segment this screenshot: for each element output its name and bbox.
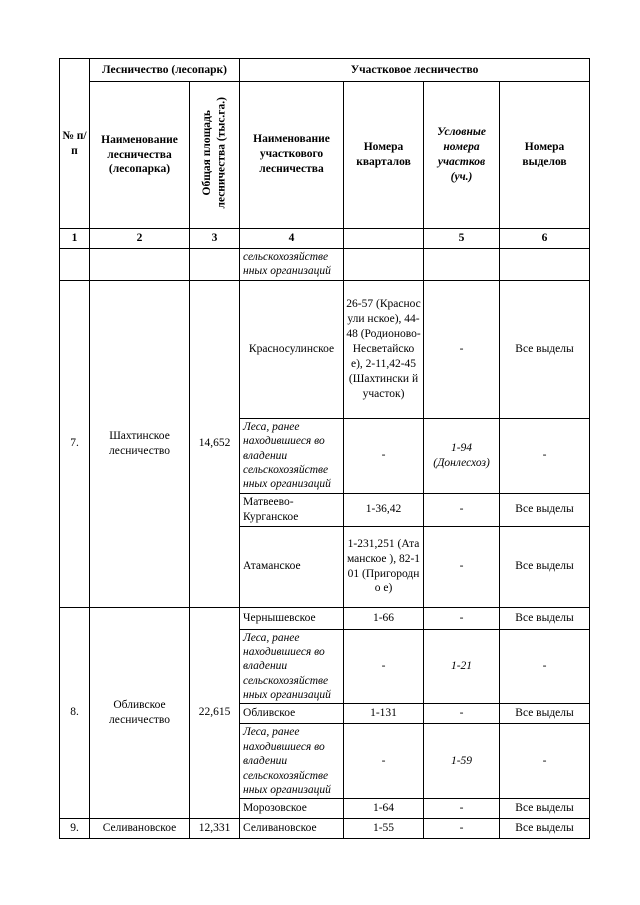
district-name: Красносулинское [240, 280, 344, 418]
colnum: 5 [424, 229, 500, 249]
conditional: - [424, 704, 500, 724]
header-area: Общая площадь лесничества (тыс.га.) [190, 82, 240, 229]
quarters: 1-231,251 (Атаманское ), 82-101 (Пригородно е) [344, 526, 424, 607]
district-name: Леса, ранее находившиеся во владении сельскохозяйстве нных организаций [240, 629, 344, 704]
header-forestry-name: Наименование лесничества (лесопарка) [90, 82, 190, 229]
forestry-name: Шахтинское лесничество [90, 280, 190, 607]
district-name: Чернышевское [240, 607, 344, 629]
forestry-table [59, 58, 590, 839]
conditional: - [424, 280, 500, 418]
colnum: 3 [190, 229, 240, 249]
conditional: 1-21 [424, 629, 500, 704]
table-row [60, 607, 590, 629]
quarters: - [344, 629, 424, 704]
district-name: Морозовское [240, 799, 344, 819]
conditional: - [424, 526, 500, 607]
allotments: - [500, 724, 590, 799]
quarters: - [344, 724, 424, 799]
allotments: Все выделы [500, 704, 590, 724]
quarters: 1-55 [344, 819, 424, 839]
row-num: 9. [60, 819, 90, 839]
forestry-area: 22,615 [190, 607, 240, 819]
colnum [344, 229, 424, 249]
header-district-name: Наименование участкового лесничества [240, 82, 344, 229]
district-name: Леса, ранее находившиеся во владении сельскохозяйстве нных организаций [240, 418, 344, 493]
header-num: № п/п [60, 59, 90, 229]
colnum: 1 [60, 229, 90, 249]
colnum: 2 [90, 229, 190, 249]
allotments: Все выделы [500, 799, 590, 819]
conditional: - [424, 799, 500, 819]
table-row [60, 249, 590, 281]
allotments: Все выделы [500, 493, 590, 526]
conditional: - [424, 819, 500, 839]
district-name: Леса, ранее находившиеся во владении сельскохозяйстве нных организаций [240, 724, 344, 799]
quarters: 1-64 [344, 799, 424, 819]
conditional: 1-59 [424, 724, 500, 799]
district-name: Обливское [240, 704, 344, 724]
row-num: 8. [60, 607, 90, 819]
conditional: - [424, 493, 500, 526]
header-allotments: Номера выделов [500, 82, 590, 229]
forestry-name: Селивановское [90, 819, 190, 839]
table-row [60, 280, 590, 418]
conditional: 1-94 (Донлесхоз) [424, 418, 500, 493]
allotments: Все выделы [500, 819, 590, 839]
table-row [60, 819, 590, 839]
quarters: - [344, 418, 424, 493]
quarters: 1-66 [344, 607, 424, 629]
row-num: 7. [60, 280, 90, 607]
quarters: 26-57 (Красносули нское), 44-48 (Родионово-Несветайско е), 2-11,42-45 (Шахтински й участок) [344, 280, 424, 418]
quarters: 1-131 [344, 704, 424, 724]
quarters: 1-36,42 [344, 493, 424, 526]
header-conditional: Условные номера участков (уч.) [424, 82, 500, 229]
header-forestry-group: Лесничество (лесопарк) [90, 59, 240, 82]
conditional: - [424, 607, 500, 629]
allotments: - [500, 629, 590, 704]
allotments: - [500, 418, 590, 493]
district-name: Матвеево-Курганское [240, 493, 344, 526]
allotments: Все выделы [500, 526, 590, 607]
continued-district-name: сельскохозяйстве нных организаций [240, 249, 344, 281]
forestry-area: 12,331 [190, 819, 240, 839]
forestry-area: 14,652 [190, 280, 240, 607]
allotments: Все выделы [500, 607, 590, 629]
header-district-group: Участковое лесничество [240, 59, 590, 82]
forestry-name: Обливское лесничество [90, 607, 190, 819]
allotments: Все выделы [500, 280, 590, 418]
colnum: 6 [500, 229, 590, 249]
colnum: 4 [240, 229, 344, 249]
header-quarters: Номера кварталов [344, 82, 424, 229]
district-name: Атаманское [240, 526, 344, 607]
district-name: Селивановское [240, 819, 344, 839]
